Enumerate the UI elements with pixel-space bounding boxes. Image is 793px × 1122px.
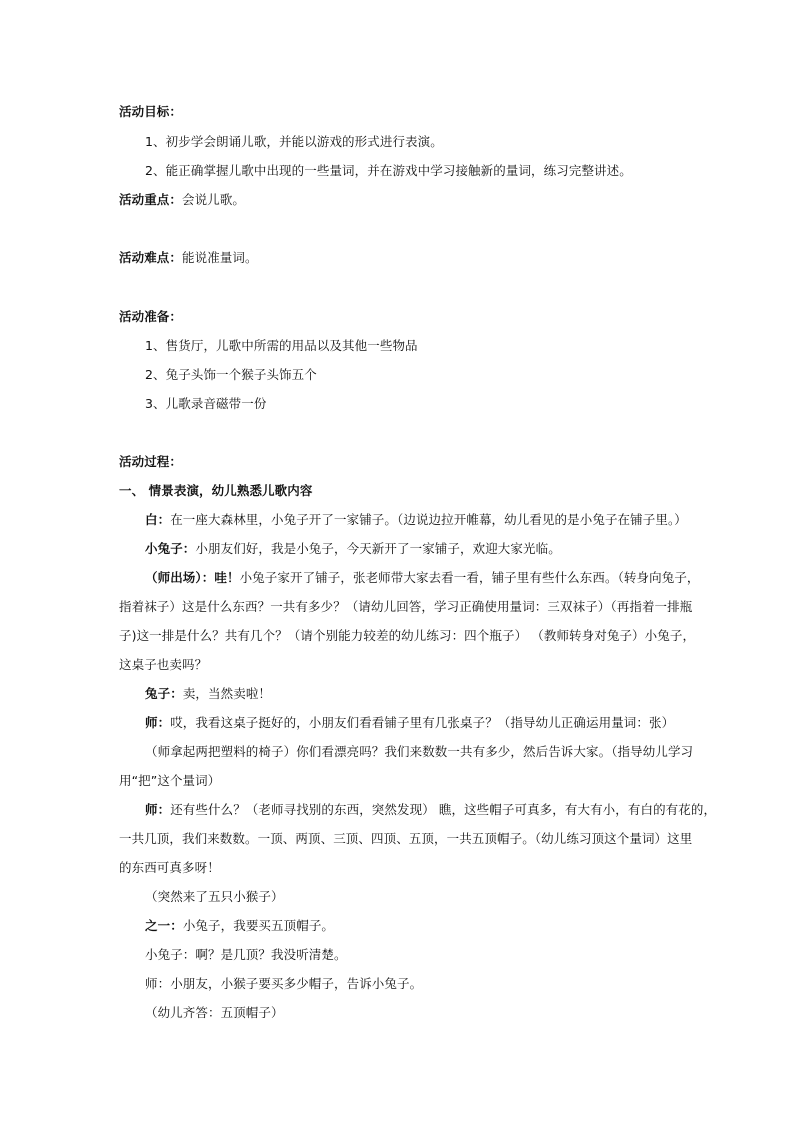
line-text: 哎，我看这桌子挺好的，小朋友们看看铺子里有几张桌子？（指导幼儿正确运用量词：张） xyxy=(170,715,675,730)
process-line: （幼儿齐答：五顶帽子） xyxy=(145,1005,284,1020)
speaker-label: 白： xyxy=(145,512,171,527)
process-line: 一共几顶，我们来数数。一顶、两顶、三顶、四顶、五顶，一共五顶帽子。（幼儿练习顶这个量词）这里 xyxy=(119,831,693,846)
process-line: 师：小朋友，小猴子要买多少帽子，告诉小兔子。 xyxy=(145,976,423,991)
process-heading: 活动过程： xyxy=(119,454,183,469)
process-section-1: 一、 情景表演，幼儿熟悉儿歌内容 xyxy=(119,483,313,498)
speaker-label: 师： xyxy=(145,715,171,730)
preparation-item-2: 2、兔子头饰一个猴子头饰五个 xyxy=(145,367,317,382)
objective-item-1: 1、初步学会朗诵儿歌，并能以游戏的形式进行表演。 xyxy=(145,134,443,149)
process-line xyxy=(145,918,705,934)
difficulty-line xyxy=(119,250,679,266)
difficulty-label: 活动难点： xyxy=(119,250,183,265)
process-line xyxy=(145,802,717,818)
objectives-heading: 活动目标： xyxy=(119,104,183,119)
speaker-label: 师： xyxy=(145,802,171,817)
process-line: （师拿起两把塑料的椅子）你们看漂亮吗？我们来数数一共有多少，然后告诉大家。（指导幼儿学习 xyxy=(145,744,694,759)
process-line xyxy=(145,512,705,528)
line-text: 卖，当然卖啦！ xyxy=(182,686,272,701)
process-line: 用“把”这个量词） xyxy=(119,773,221,788)
key-point-text: 会说儿歌。 xyxy=(182,192,246,207)
speaker-label: 之一： xyxy=(145,918,183,933)
speaker-label: 兔子： xyxy=(145,686,183,701)
process-line: （突然来了五只小猴子） xyxy=(145,889,284,904)
process-line xyxy=(145,715,705,731)
difficulty-text: 能说准量词。 xyxy=(182,250,258,265)
process-line: 小兔子：啊？是几顶？我没听清楚。 xyxy=(145,947,347,962)
process-line xyxy=(145,541,705,557)
speaker-label: （师出场）：哇！ xyxy=(145,570,240,585)
line-text: 小兔子家开了铺子，张老师带大家去看一看，铺子里有些什么东西。（转身向兔子， xyxy=(239,570,700,585)
process-line xyxy=(145,570,705,586)
line-text: 小朋友们好，我是小兔子，今天新开了一家铺子，欢迎大家光临。 xyxy=(195,541,561,556)
line-text: 还有些什么？（老师寻找别的东西，突然发现） 瞧，这些帽子可真多，有大有小，有白的有花的， xyxy=(170,802,717,817)
process-line xyxy=(145,686,705,702)
speaker-label: 小兔子： xyxy=(145,541,196,556)
preparation-item-3: 3、儿歌录音磁带一份 xyxy=(145,396,267,411)
preparation-heading: 活动准备： xyxy=(119,309,183,324)
line-text: 小兔子，我要买五顶帽子。 xyxy=(182,918,335,933)
key-point-line xyxy=(119,192,679,208)
line-text: 在一座大森林里，小兔子开了一家铺子。（边说边拉开帷幕，幼儿看见的是小兔子在铺子里。） xyxy=(170,512,687,527)
process-line: 这桌子也卖吗？ xyxy=(119,657,208,672)
objective-item-2: 2、能正确掌握儿歌中出现的一些量词，并在游戏中学习接触新的量词，练习完整讲述。 xyxy=(145,163,632,178)
process-line: 指着袜子）这是什么东西？一共有多少？（请幼儿回答，学习正确使用量词：三双袜子）（再指着一排瓶 xyxy=(119,599,693,614)
key-point-label: 活动重点： xyxy=(119,192,183,207)
preparation-item-1: 1、售货厅，儿歌中所需的用品以及其他一些物品 xyxy=(145,338,418,353)
process-line: 的东西可真多呀！ xyxy=(119,860,220,875)
process-line: 子)这一排是什么？共有几个？（请个别能力较差的幼儿练习：四个瓶子） （教师转身对兔子）小兔子， xyxy=(119,628,696,643)
